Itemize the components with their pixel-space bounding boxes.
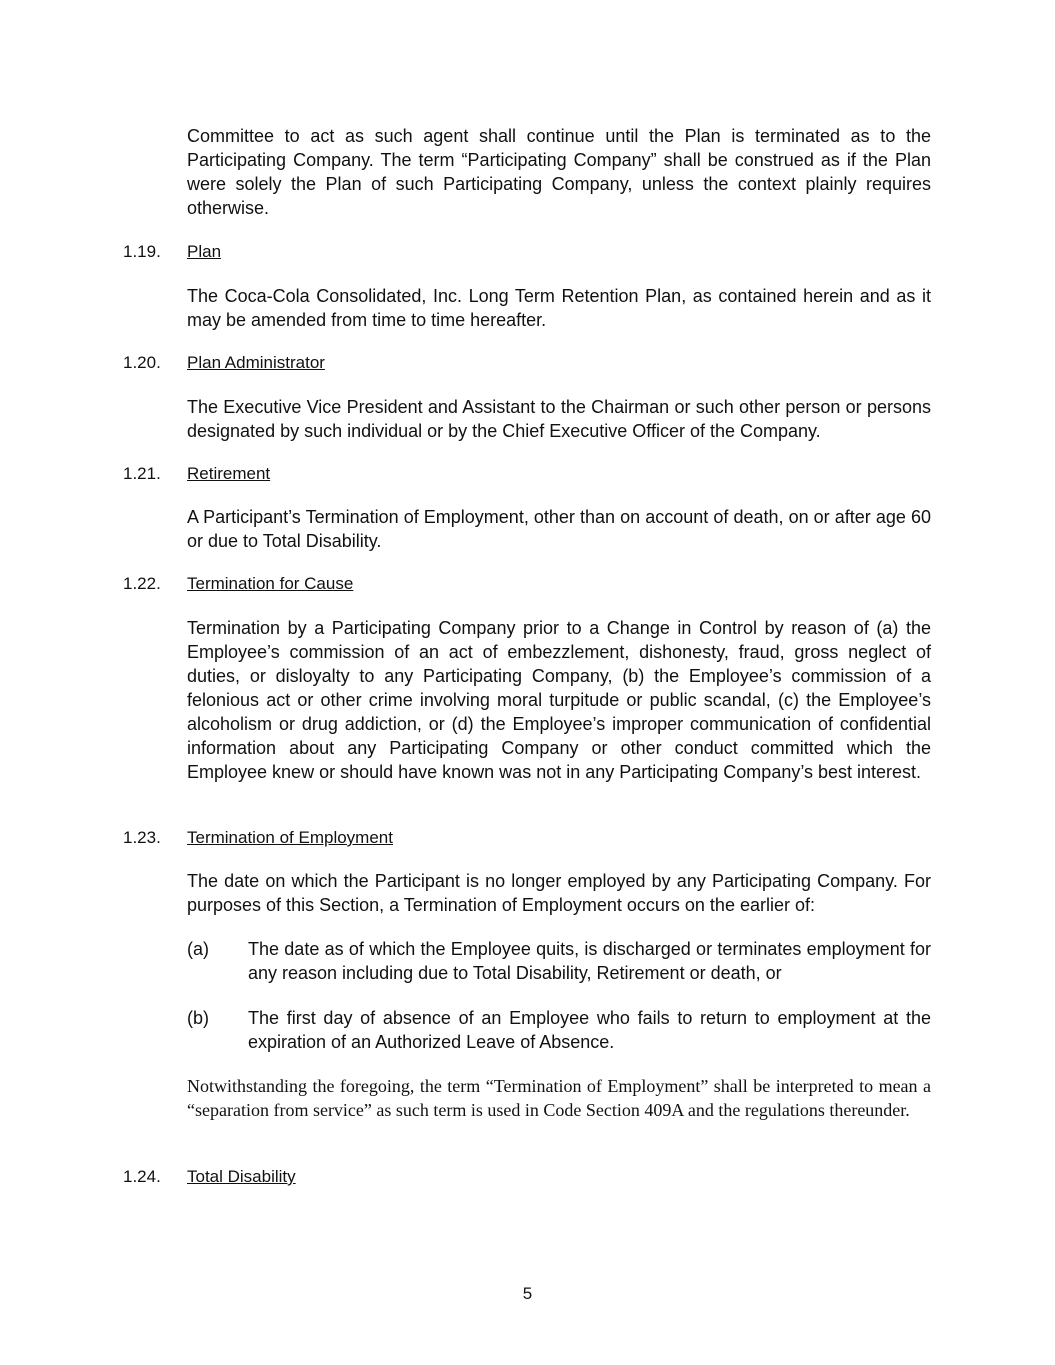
list-item-label-b: (b) [187, 1008, 209, 1028]
section-title-total-disability: Total Disability [187, 1167, 296, 1186]
section-number-1-20: 1.20. [123, 353, 161, 372]
section-number-1-22: 1.22. [123, 574, 161, 593]
section-body-plan-administrator: The Executive Vice President and Assistant to the Chairman or such other person or persons designated by such individual or by the Chief Executive Officer of the Company. [187, 397, 931, 441]
list-item-text-b: The first day of absence of an Employee who fails to return to employment at the expiration of an Authorized Leave of Absence. [248, 1008, 931, 1052]
section-body-termination-of-employment: The date on which the Participant is no longer employed by any Participating Company. For purposes of this Section, a Termination of Employment occurs on the earlier of: [187, 871, 931, 915]
section-number-1-19: 1.19. [123, 242, 161, 261]
section-number-1-23: 1.23. [123, 828, 161, 847]
section-body-plan: The Coca-Cola Consolidated, Inc. Long Term Retention Plan, as contained herein and as it may be amended from time to time hereafter. [187, 286, 931, 330]
section-number-1-24: 1.24. [123, 1167, 161, 1186]
section-title-termination-of-employment: Termination of Employment [187, 828, 393, 847]
page-number: 5 [522, 1284, 533, 1303]
section-title-plan-administrator: Plan Administrator [187, 353, 325, 372]
list-item-text-a: The date as of which the Employee quits, is discharged or terminates employment for any reason including due to Total Disability, Retirement or death, or [248, 939, 931, 983]
section-title-plan: Plan [187, 242, 222, 261]
section-title-retirement: Retirement [187, 464, 271, 483]
continuation-paragraph: Committee to act as such agent shall continue until the Plan is terminated as to the Participating Company. The term “Participating Company” shall be construed as if the Plan were solely the Plan of such Participating Company, unless the context plainly requires otherwise. [187, 126, 931, 218]
section-closing-termination-of-employment: Notwithstanding the foregoing, the term “Termination of Employment” shall be interpreted to mean a “separation from service” as such term is used in Code Section 409A and the regulations thereunder. [187, 1076, 931, 1120]
list-item-label-a: (a) [187, 939, 209, 959]
section-body-termination-for-cause: Termination by a Participating Company prior to a Change in Control by reason of (a) the Employee’s commission of an act of embezzlement, dishonesty, fraud, gross neglect of duties, or disloyalty to any Participating Company, (b) the Employee’s commission of a felonious act or other crime involving moral turpitude or public scandal, (c) the Employee’s alcoholism or drug addiction, or (d) the Employee’s improper communication of confidential information about any Participating Company or other conduct committed which the Employee knew or should have known was not in any Participating Company’s best interest. [187, 618, 931, 782]
section-body-retirement: A Participant’s Termination of Employment, other than on account of death, on or after age 60 or due to Total Disability. [187, 507, 931, 551]
section-number-1-21: 1.21. [123, 464, 161, 483]
section-title-termination-for-cause: Termination for Cause [187, 574, 354, 593]
